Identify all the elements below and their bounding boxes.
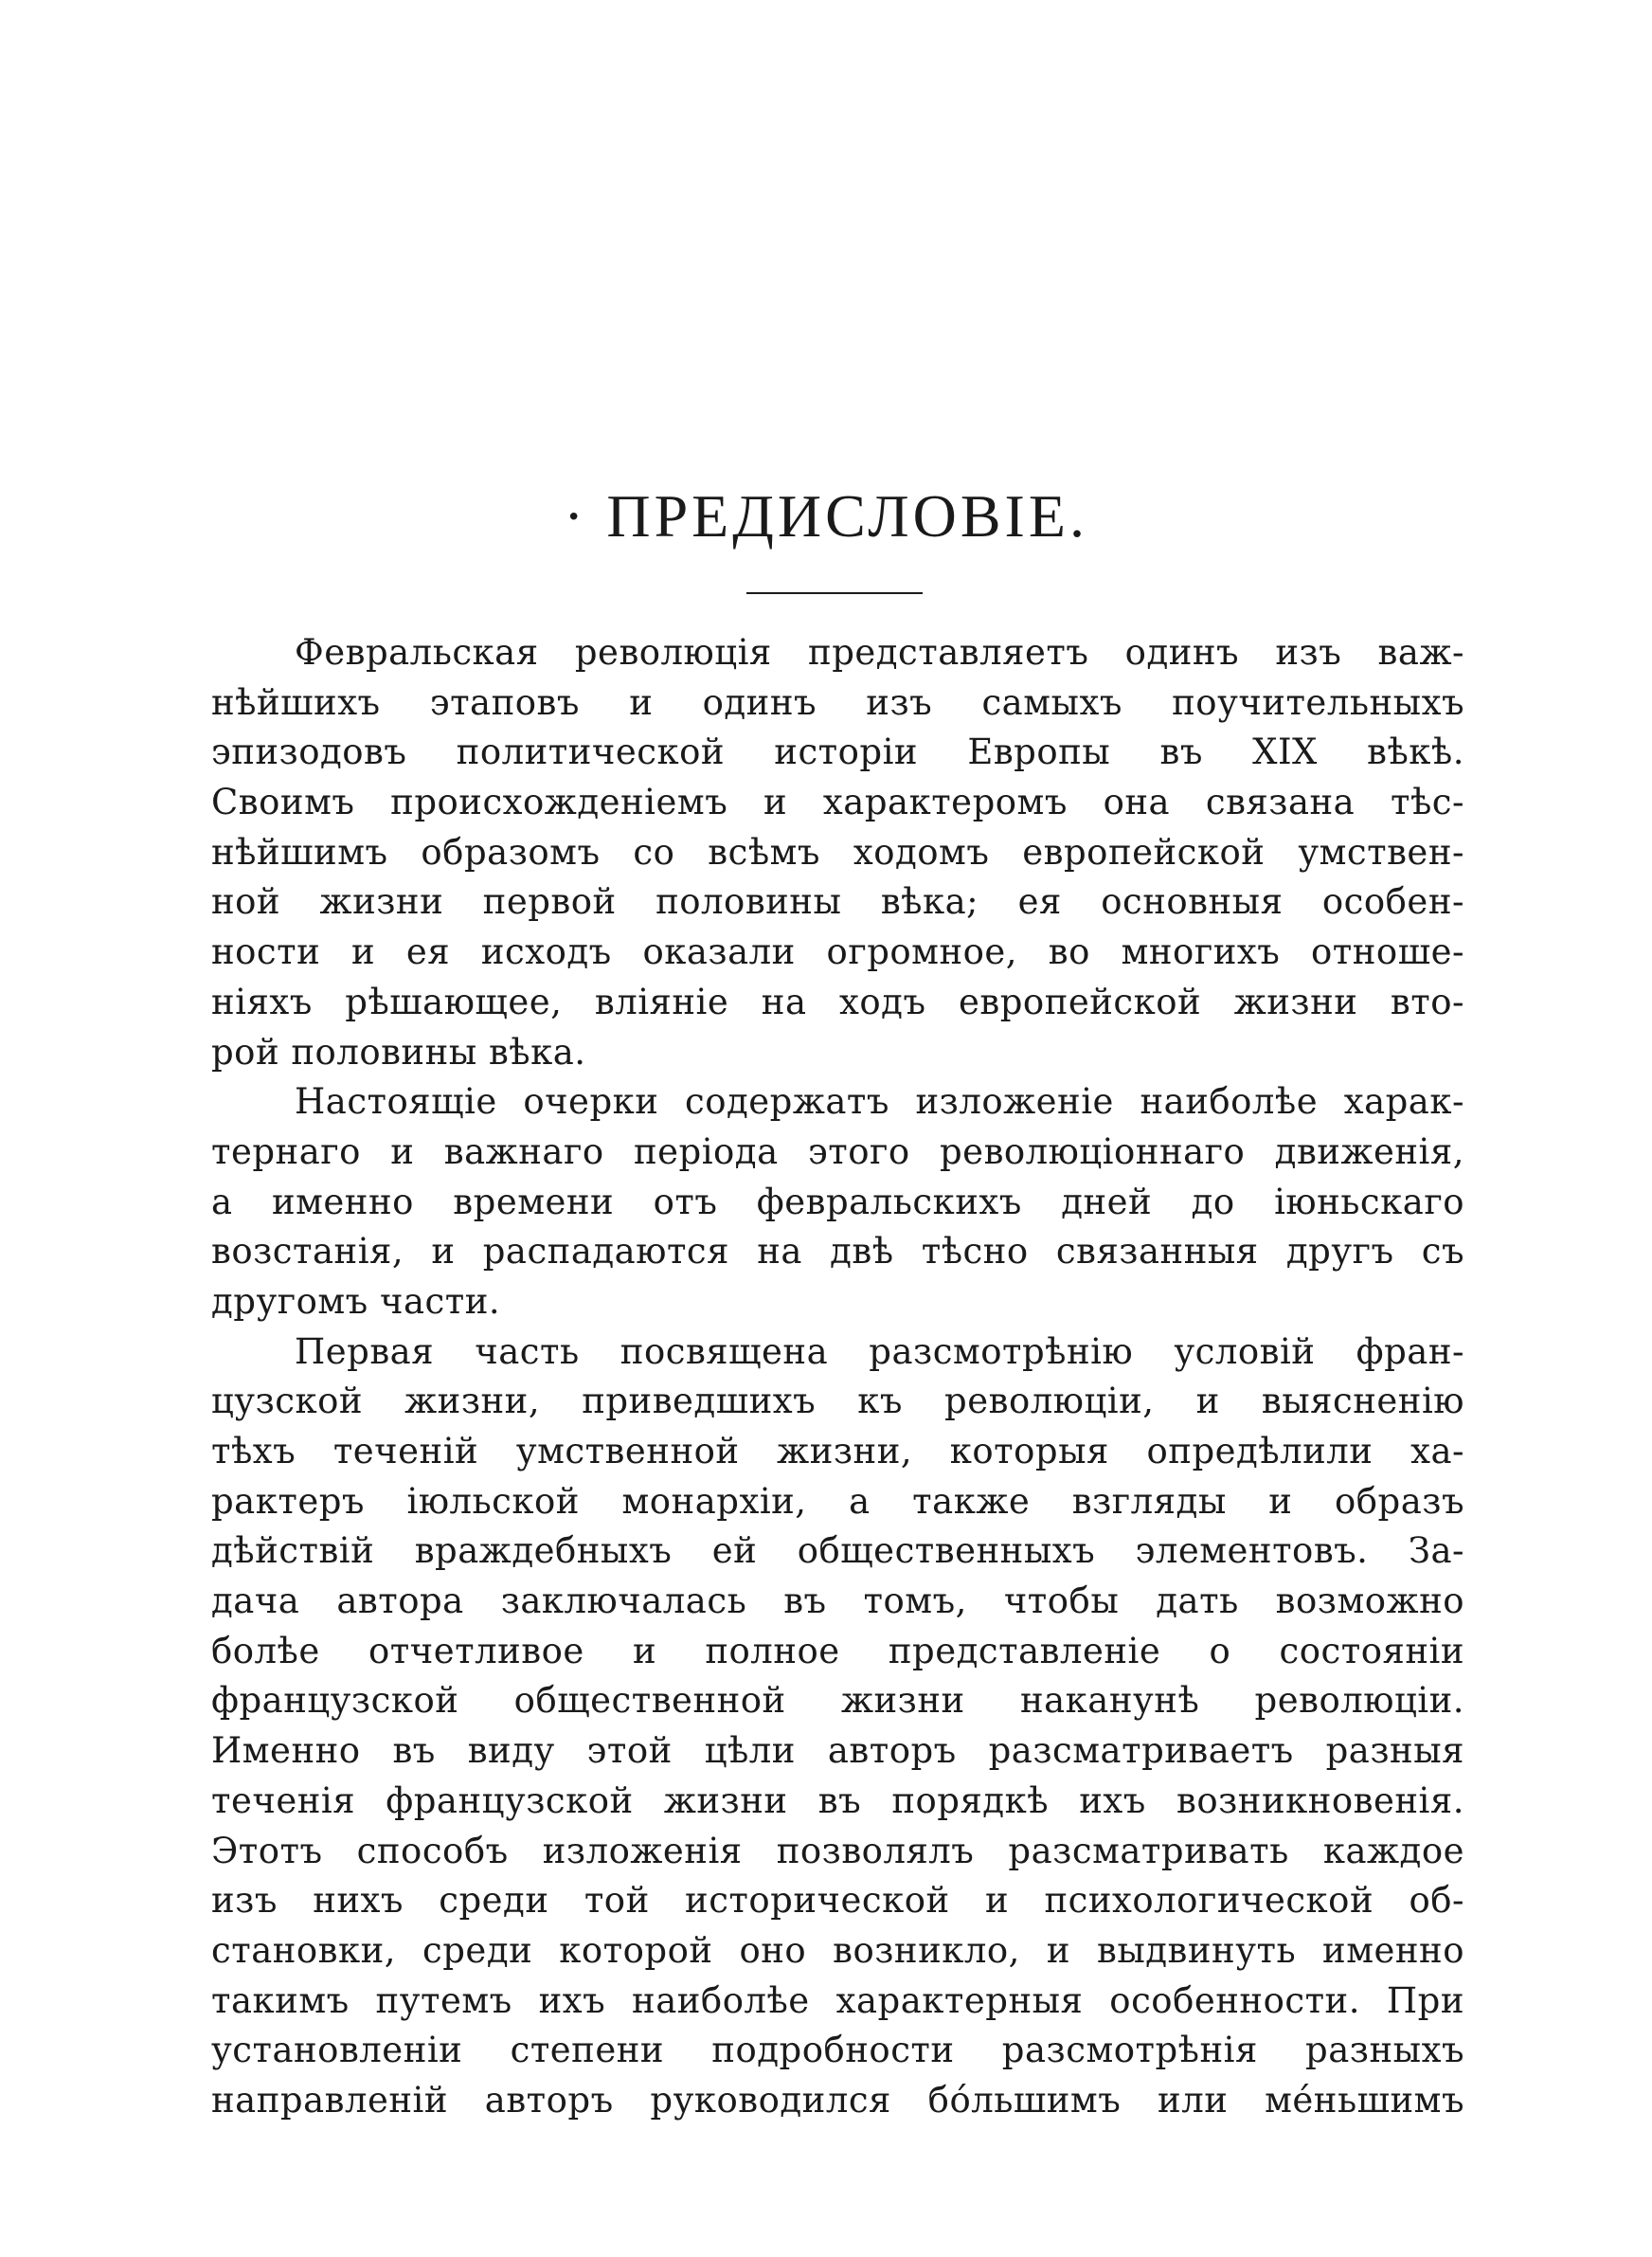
text-line: Этотъ способъ изложенія позволялъ разсматривать каждое: [211, 1830, 1464, 1871]
page-title: · ПРЕДИСЛОВІЕ.: [564, 482, 1088, 550]
text-line: эпизодовъ политической исторіи Европы въ XIX вѣкѣ.: [211, 731, 1464, 773]
text-line: установленіи степени подробности разсмотрѣнія разныхъ: [211, 2030, 1464, 2071]
text-line: ности и ея исходъ оказали огромное, во многихъ отноше-: [211, 931, 1464, 973]
text-line: цузской жизни, приведшихъ къ революціи, и выясненію: [211, 1381, 1464, 1422]
text-line: другомъ части.: [211, 1280, 501, 1322]
text-line: Настоящіе очерки содержатъ изложеніе наиболѣе харак-: [295, 1081, 1464, 1123]
text-line: тѣхъ теченій умственной жизни, которыя опредѣлили ха-: [211, 1431, 1464, 1472]
text-line: французской общественной жизни наканунѣ революціи.: [211, 1680, 1464, 1722]
text-line: дѣйствій враждебныхъ ей общественныхъ элементовъ. За-: [211, 1530, 1464, 1572]
text-line: рактеръ іюльской монархіи, а также взгляды и образъ: [211, 1480, 1464, 1522]
text-line: возстанія, и распадаются на двѣ тѣсно связанныя другъ съ: [211, 1231, 1464, 1273]
text-line: тернаго и важнаго періода этого революціоннаго движенія,: [211, 1130, 1464, 1172]
text-line: ніяхъ рѣшающее, вліяніе на ходъ европейской жизни вто-: [211, 981, 1464, 1022]
text-line: дача автора заключалась въ томъ, чтобы дать возможно: [211, 1580, 1464, 1622]
text-line: нѣйшимъ образомъ со всѣмъ ходомъ европейской умствен-: [211, 831, 1464, 873]
text-line: рой половины вѣка.: [211, 1031, 586, 1073]
text-line: становки, среди которой оно возникло, и выдвинуть именно: [211, 1929, 1464, 1971]
text-line: изъ нихъ среди той исторической и психологической об-: [211, 1880, 1464, 1922]
text-line: направленій авторъ руководился бо́льшимъ или ме́ньшимъ: [211, 2079, 1464, 2121]
text-line: а именно времени отъ февральскихъ дней до іюньскаго: [211, 1181, 1464, 1222]
text-line: нѣйшихъ этаповъ и одинъ изъ самыхъ поучительныхъ: [211, 681, 1464, 723]
body-text: [211, 628, 1464, 2126]
text-line: Именно въ виду этой цѣли авторъ разсматриваетъ разныя: [211, 1730, 1464, 1772]
text-line: Февральская революція представляетъ одинъ изъ важ-: [295, 632, 1464, 673]
title-rule: [746, 592, 923, 594]
text-line: Своимъ происхожденіемъ и характеромъ она связана тѣс-: [211, 782, 1464, 823]
text-line: болѣе отчетливое и полное представленіе о состояніи: [211, 1630, 1464, 1671]
text-line: теченія французской жизни въ порядкѣ ихъ возникновенія.: [211, 1779, 1464, 1821]
text-line: такимъ путемъ ихъ наиболѣе характерныя особенности. При: [211, 1979, 1464, 2021]
text-line: Первая часть посвящена разсмотрѣнію условій фран-: [295, 1330, 1464, 1372]
text-line: ной жизни первой половины вѣка; ея основныя особен-: [211, 881, 1464, 923]
